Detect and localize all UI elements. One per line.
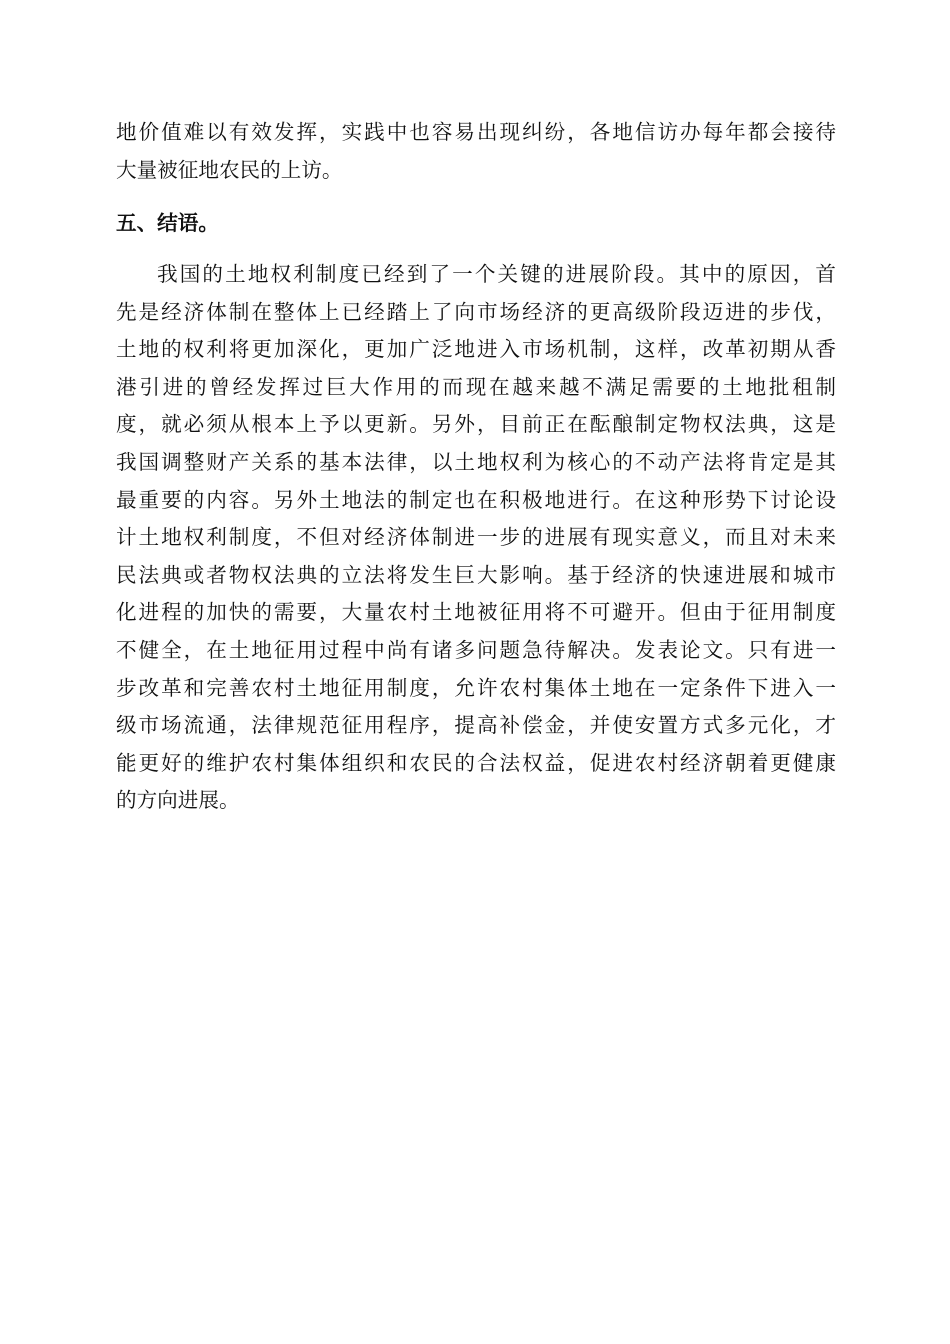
- paragraph-line: 先是经济体制在整体上已经踏上了向市场经济的更高级阶段迈进的步伐，: [116, 299, 836, 324]
- conclusion-paragraph: [116, 256, 836, 820]
- paragraph-line: 最重要的内容。另外土地法的制定也在积极地进行。在这种形势下讨论设: [116, 487, 836, 512]
- paragraph-line: 不健全，在土地征用过程中尚有诸多问题急待解决。发表论文。只有进一: [116, 637, 836, 662]
- paragraph-line: 化进程的加快的需要，大量农村土地被征用将不可避开。但由于征用制度: [116, 600, 836, 625]
- paragraph-line: 民法典或者物权法典的立法将发生巨大影响。基于经济的快速进展和城市: [116, 562, 836, 587]
- paragraph-line: 我国的土地权利制度已经到了一个关键的进展阶段。其中的原因，首: [157, 262, 836, 286]
- paragraph-line: 我国调整财产关系的基本法律，以土地权利为核心的不动产法将肯定是其: [116, 449, 836, 474]
- paragraph-line: 度，就必须从根本上予以更新。另外，目前正在酝酿制定物权法典，这是: [116, 412, 836, 437]
- paragraph-line: 能更好的维护农村集体组织和农民的合法权益，促进农村经济朝着更健康: [116, 750, 836, 775]
- continuation-paragraph: [116, 114, 836, 189]
- paragraph-line: 港引进的曾经发挥过巨大作用的而现在越来越不满足需要的土地批租制: [116, 374, 836, 399]
- paragraph-line: 地价值难以有效发挥，实践中也容易出现纠纷，各地信访办每年都会接待: [116, 120, 836, 144]
- paragraph-line: 计土地权利制度，不但对经济体制进一步的进展有现实意义，而且对未来: [116, 525, 836, 550]
- section-heading: 五、结语。: [116, 211, 219, 235]
- paragraph-line: 的方向进展。: [116, 788, 240, 813]
- paragraph-line: 步改革和完善农村土地征用制度，允许农村集体土地在一定条件下进入一: [116, 675, 836, 700]
- paragraph-line: 大量被征地农民的上访。: [116, 157, 343, 182]
- paragraph-line: 级市场流通，法律规范征用程序，提高补偿金，并使安置方式多元化，才: [116, 713, 836, 738]
- paragraph-line: 土地的权利将更加深化，更加广泛地进入市场机制，这样，改革初期从香: [116, 337, 836, 362]
